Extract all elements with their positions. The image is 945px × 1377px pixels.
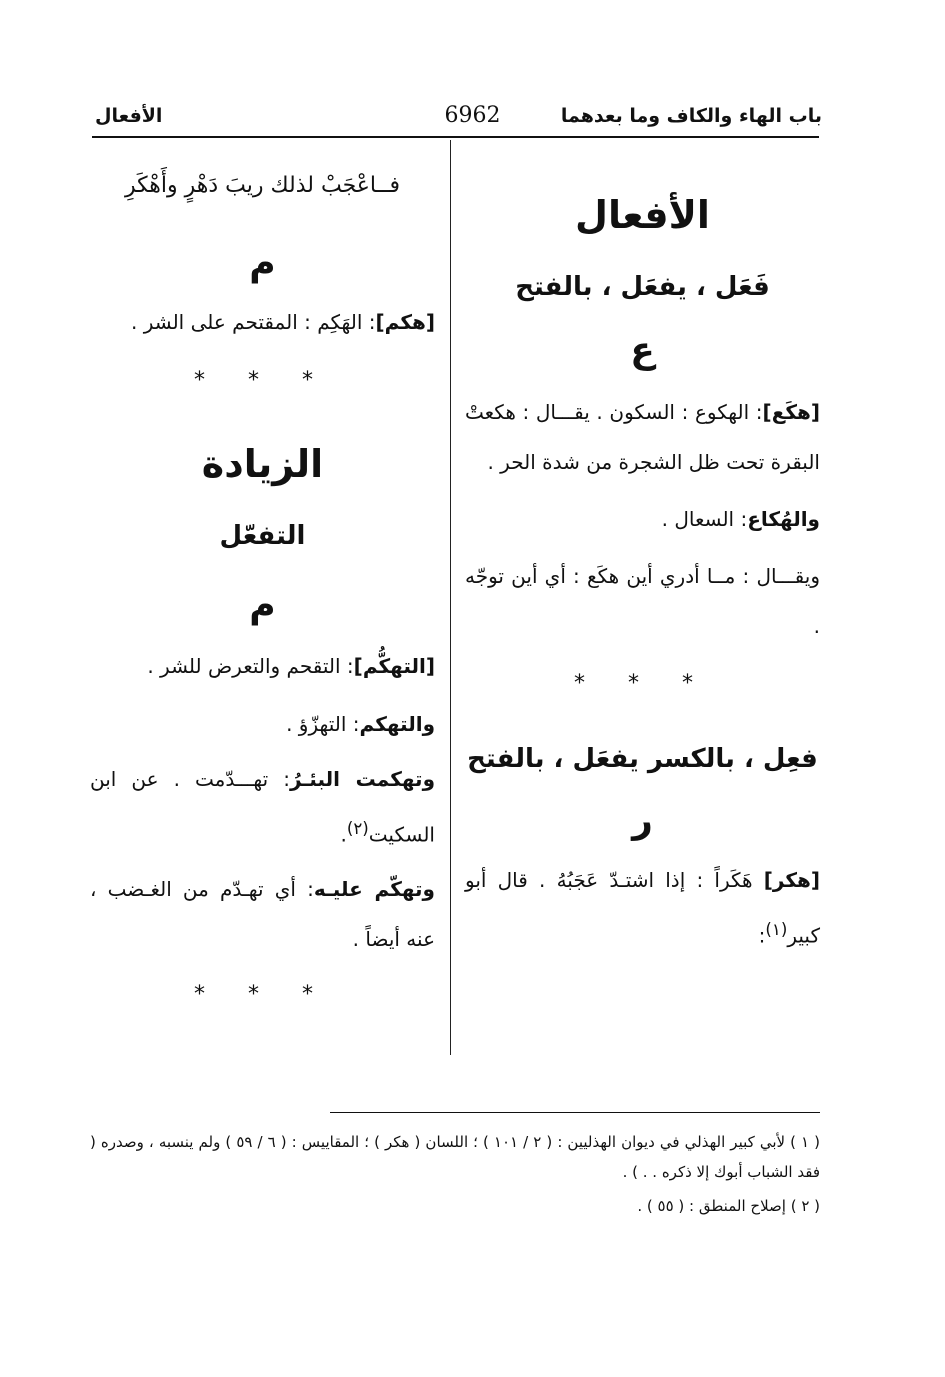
letter-heading: ر [632,800,653,841]
entry [90,698,435,750]
entry-text: : الهكوع : السكون . يقـــال : هكعتْ البقرة تحت ظل الشجرة من شدة الحر . [465,400,820,474]
entry-text: : أي تهـدّم من الغـضب ، عنه أيضاً . [90,876,435,951]
entry-head: [هكم] [375,310,435,334]
entry [90,296,435,348]
section-header: الأفعال [95,105,163,127]
section-title: الأفعال [575,193,710,237]
header-rule [92,136,819,138]
right-column [465,160,820,961]
letter-heading: م [249,243,276,284]
entry-head: والهُكاع [747,507,820,531]
entry [465,551,820,651]
entry-head: وتهكّم عليـه [313,876,435,901]
entry [90,864,435,964]
letter-heading: م [249,585,276,626]
section-separator: * * * [194,981,331,1007]
entry-text: : التقحم والتعرض للشر . [147,654,354,678]
entry-text: : السعال . [661,507,748,531]
footnote: ( ١ ) لأبي كبير الهذلي في ديوان الهذليين : ( ٢ / ١٠١ ) ؛ اللسان ( هكر ) ؛ المقاييس : ( ٦ / ٥٩ ) ولم ينسبه ، وصدره ( فقد الشباب أبوك إلا ذكره . . ) . [90,1133,821,1181]
entry [465,387,820,487]
footnote-ref: (١) [765,920,788,939]
entry-head: [التهكُّم] [353,654,435,678]
section-title: الزيادة [201,442,324,486]
verb-pattern: التفعّل [219,521,306,551]
entry-end: : [758,923,766,948]
column-divider [450,140,451,1055]
section-separator: * * * [574,671,711,696]
entry-head: [هكَع] [762,400,820,424]
entry-text: ويقـــال : مــا أدري أين هكَع : أي أين توجّه . [465,564,820,638]
page-number: 6962 [444,103,501,128]
entry [465,855,820,961]
entry-text: : التهزّؤ . [286,712,360,736]
entry [465,493,820,545]
poetry-verse: فــاعْجَبْ لذلك ريبَ دَهْرٍ وأَهْكَرِ [124,173,401,198]
letter-heading: ع [630,330,655,371]
entry-text: : تهـــدّمت . عن ابن السكيت [90,767,435,847]
entry-text: : الهَكِم : المقتحم على الشر . [130,310,376,334]
entry-head: وتهكمت البئـرُ [290,767,435,791]
footnote: ( ٢ ) إصلاح المنطق : ( ٥٥ ) . [637,1197,820,1215]
verb-pattern: فَعَل ، يفعَل ، بالفتح [515,272,770,302]
entry [90,640,435,692]
chapter-header: باب الهاء والكاف وما بعدهما [560,105,822,127]
footnote-ref: (٢) [346,819,369,838]
footnote-rule [330,1112,820,1113]
entry-head: [هكر] [763,868,821,892]
entry-text: هَكَراً : إذا اشتـدّ عَجَبُهُ . قال أبو كبير [465,868,820,948]
left-column [90,160,435,1020]
verb-pattern: فعِل ، بالكسر يفعَل ، بالفتح [467,744,818,774]
entry-head: والتهكم [359,712,435,736]
entry-end: . [340,822,347,847]
section-separator: * * * [194,368,331,393]
entry [90,754,435,860]
